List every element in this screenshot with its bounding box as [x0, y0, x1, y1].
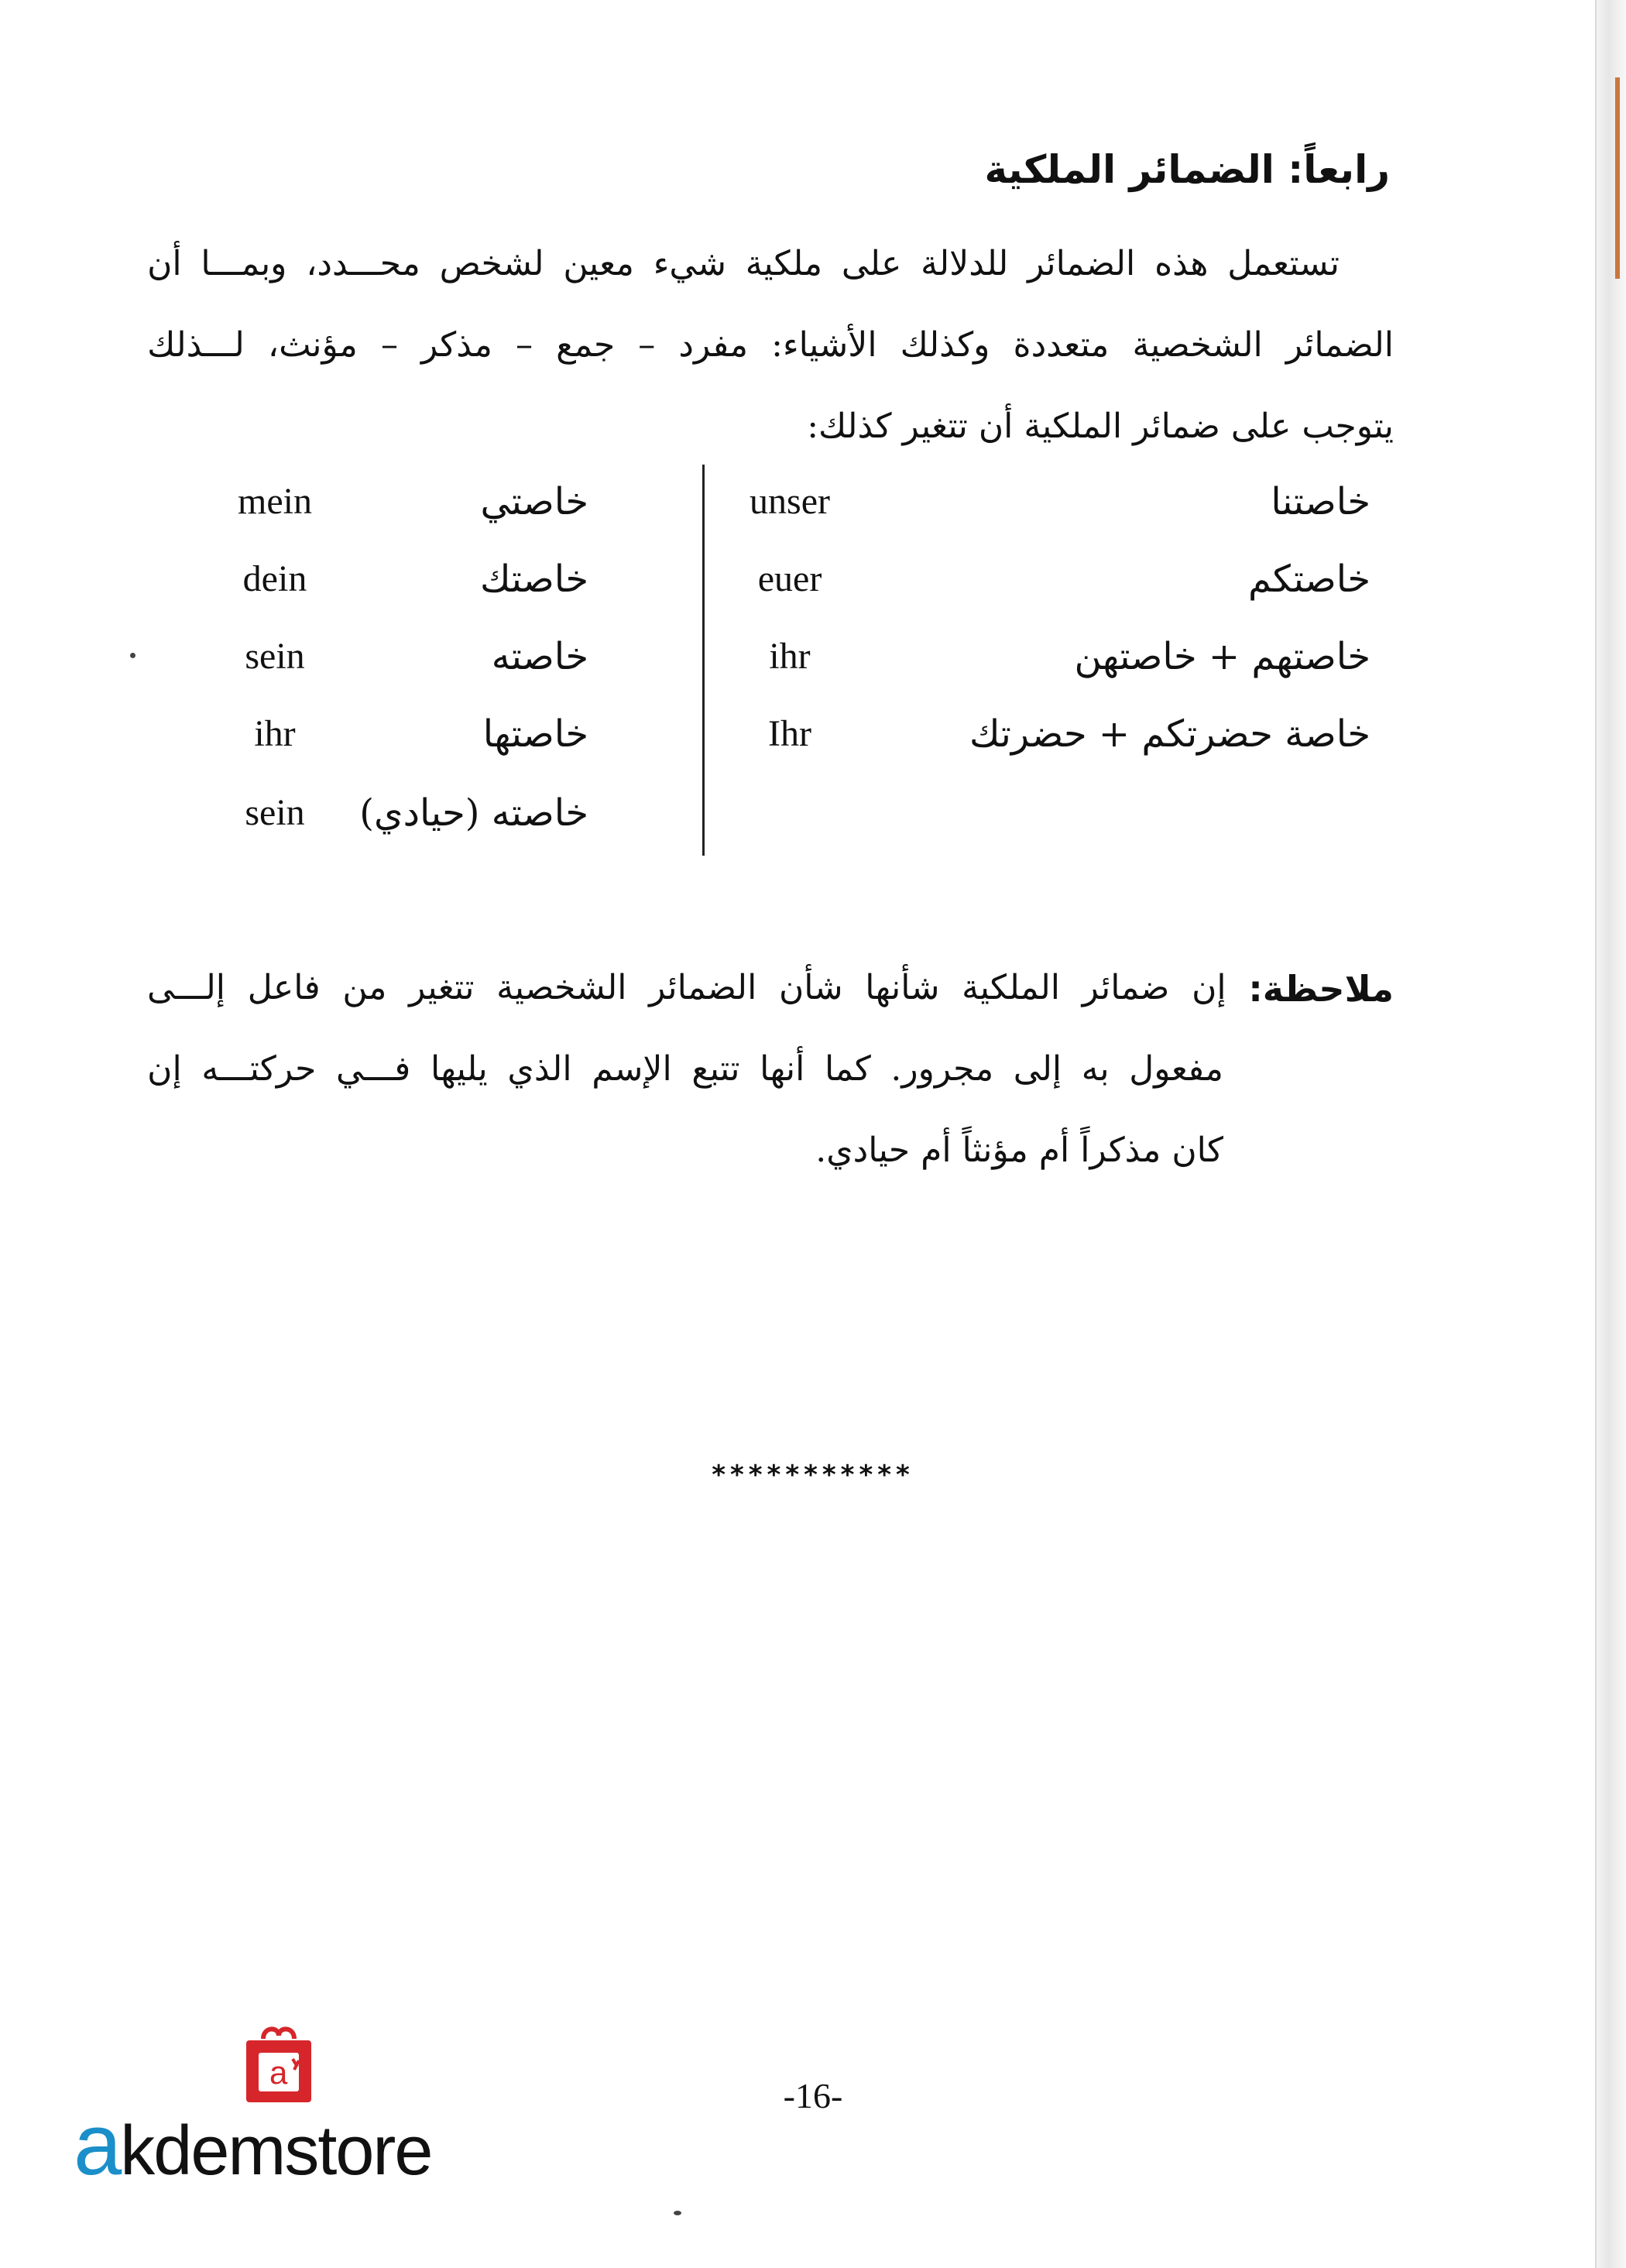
word: إلـــى [147, 968, 225, 1007]
note-line-1 [147, 968, 1394, 1010]
arabic-pronoun: خاصة حضرتكم + حضرتك [969, 712, 1370, 756]
word: الأشياء: [771, 325, 877, 365]
word: مؤنث، [267, 325, 358, 365]
pronoun-table [217, 465, 1378, 856]
word: الضمائر [1027, 244, 1136, 283]
german-pronoun: ihr [769, 636, 811, 677]
page-number: -16- [783, 2076, 843, 2115]
word: – [380, 325, 398, 365]
word: تتبع [691, 1049, 740, 1089]
word: حركتـــه [201, 1049, 317, 1089]
table-divider [702, 465, 705, 856]
arabic-pronoun: خاصته [491, 635, 588, 678]
note-label: ملاحظة: [1248, 968, 1394, 1010]
arabic-pronoun: خاصتك [480, 558, 588, 601]
word: على [841, 244, 902, 283]
section-separator: *********** [712, 1460, 914, 1491]
arabic-pronoun: خاصتكم [1248, 558, 1370, 601]
word: أنها [760, 1049, 805, 1089]
note-line-3: كان مذكراً أم مؤنثاً أم حيادي. [815, 1131, 1223, 1170]
word: مجرور. [890, 1049, 994, 1089]
logo-badge-letter: a [269, 2054, 288, 2091]
word: الضمائر [1285, 325, 1394, 365]
word: به [1081, 1049, 1110, 1089]
arabic-pronoun: خاصتها [482, 712, 588, 756]
word: هذه [1154, 244, 1209, 283]
word: مذكر [421, 325, 492, 365]
logo-rest: kdemstore [120, 2112, 432, 2190]
word: محـــدد، [306, 244, 420, 283]
word: فـــي [335, 1049, 411, 1089]
word: متعددة [1013, 325, 1110, 365]
german-pronoun: euer [757, 558, 822, 599]
word: جمع [556, 325, 616, 365]
intro-line-3: يتوجب على ضمائر الملكية أن تتغير كذلك: [807, 407, 1394, 446]
word: الشخصية [496, 968, 627, 1007]
word: تتغير [409, 968, 475, 1007]
word: أن [147, 244, 182, 283]
word: الشخصية [1132, 325, 1263, 365]
scan-speck [130, 653, 136, 658]
word: الضمائر [649, 968, 757, 1007]
word: الإسم [592, 1049, 672, 1089]
word: مفرد [678, 325, 749, 365]
word: – [516, 325, 533, 365]
word: إن [147, 1049, 182, 1089]
note-line-2 [147, 1049, 1394, 1089]
word: يليها [430, 1049, 488, 1089]
arabic-pronoun: خاصته (حيادي) [359, 791, 588, 835]
word: من [342, 968, 387, 1007]
logo-wordmark [74, 2095, 431, 2194]
logo-prefix: a [74, 2096, 121, 2193]
german-pronoun: sein [245, 636, 305, 677]
word: الذي [507, 1049, 572, 1089]
word: الملكية [962, 968, 1060, 1007]
page-edge-accent [1615, 77, 1620, 279]
word: تستعمل [1227, 244, 1340, 283]
word: معين [563, 244, 634, 283]
word: ضمائر [1082, 968, 1170, 1007]
german-pronoun: unser [750, 481, 830, 522]
word: للدلالة [921, 244, 1009, 283]
word: كما [824, 1049, 871, 1089]
arabic-pronoun: خاصتنا [1271, 480, 1370, 523]
word: وبمـــا [201, 244, 287, 283]
word: مفعول [1129, 1049, 1223, 1089]
german-pronoun: Ihr [768, 713, 811, 754]
word: ملكية [745, 244, 823, 283]
word: شأنها [865, 968, 940, 1007]
word: شأن [778, 968, 843, 1007]
word: شيء [653, 244, 726, 283]
page-edge-shadow [1595, 0, 1626, 2268]
german-pronoun: ihr [254, 713, 296, 754]
word: لـــذلك [147, 325, 245, 365]
word: فاعل [247, 968, 321, 1007]
section-heading: رابعاً: الضمائر الملكية [984, 147, 1390, 192]
scan-speck [674, 2211, 681, 2215]
word: لشخص [439, 244, 544, 283]
intro-line-2 [147, 325, 1394, 365]
akdemstore-logo [74, 2025, 492, 2193]
word: إن [1192, 968, 1226, 1007]
intro-line-1 [147, 244, 1394, 283]
word: – [638, 325, 656, 365]
arabic-pronoun: خاصتهم + خاصتهن [1074, 635, 1370, 678]
word: إلى [1013, 1049, 1062, 1089]
german-pronoun: mein [238, 481, 312, 522]
arabic-pronoun: خاصتي [480, 480, 588, 523]
german-pronoun: dein [242, 558, 307, 599]
german-pronoun: sein [245, 792, 305, 833]
word: وكذلك [900, 325, 990, 365]
